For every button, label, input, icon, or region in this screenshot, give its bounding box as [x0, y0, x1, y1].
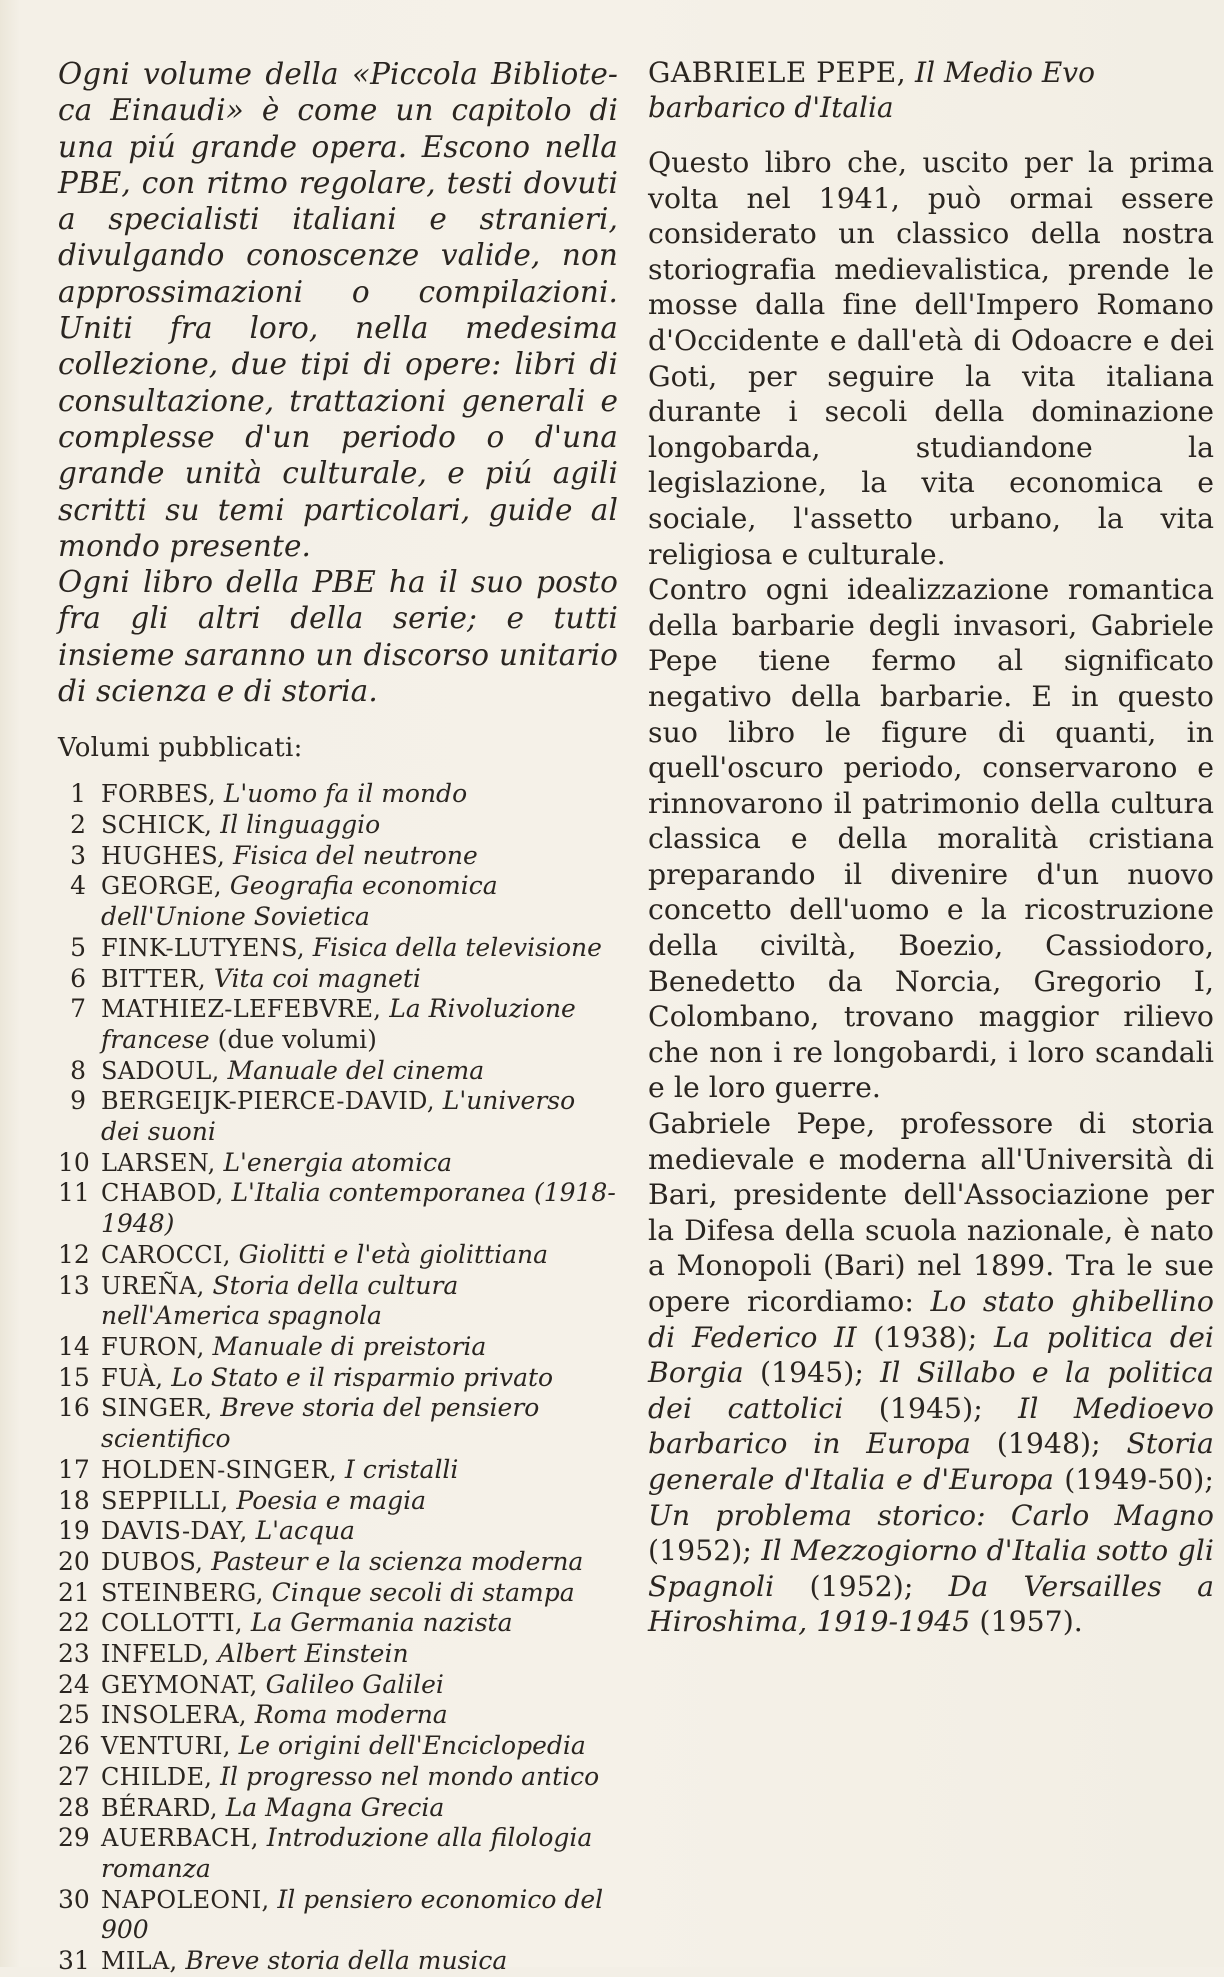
volume-item [58, 1885, 618, 1946]
volume-number: 23 [58, 1639, 90, 1669]
work-title: Un problema storico: Carlo Magno [648, 1498, 1214, 1532]
volume-author: SEPPILLI, [101, 1486, 229, 1515]
volume-number: 18 [58, 1485, 90, 1515]
volume-title: Giolitti e l'età giolittiana [238, 1239, 549, 1269]
left-column [58, 56, 618, 1977]
volume-note: (due volumi) [209, 1024, 377, 1054]
volume-number: 13 [58, 1270, 90, 1300]
work-year: (1952); [774, 1569, 949, 1603]
volume-author: STEINBERG, [101, 1578, 264, 1607]
volume-author: FUÀ, [101, 1363, 164, 1392]
volume-number: 26 [58, 1731, 90, 1761]
volume-author: UREÑA, [101, 1271, 205, 1300]
right-column [648, 56, 1224, 1640]
book-heading [648, 56, 1214, 125]
works-list [648, 1285, 1223, 1638]
book-description [648, 145, 1224, 1640]
volume-author: MATHIEZ-LEFEBVRE, [101, 995, 382, 1024]
volume-number: 25 [58, 1700, 90, 1730]
volume-item [58, 1148, 618, 1179]
volume-title: L'Italia contemporanea (1918-1948) [101, 1178, 616, 1239]
volume-number: 28 [58, 1792, 90, 1822]
volume-number: 21 [58, 1577, 90, 1607]
volume-number: 6 [70, 963, 86, 993]
volume-item [58, 1793, 618, 1824]
volume-number: 14 [58, 1332, 90, 1361]
volume-number: 3 [70, 840, 86, 870]
volume-item [58, 1178, 618, 1239]
work-title: Il Sillabo e la politica dei cattolici [648, 1356, 1214, 1425]
volume-author: DUBOS, [101, 1547, 204, 1576]
volume-item [58, 1547, 618, 1578]
volume-author: DAVIS-DAY, [101, 1517, 248, 1546]
work-year: (1945); [743, 1356, 881, 1390]
volume-title: Lo Stato e il risparmio privato [171, 1362, 554, 1392]
volume-author: CHABOD, [101, 1179, 224, 1208]
volume-title: Geografia economica dell'Unione Sovietica [101, 871, 498, 932]
volume-number: 31 [58, 1946, 90, 1976]
volume-author: LARSEN, [101, 1148, 216, 1177]
volume-number: 7 [70, 994, 86, 1024]
volume-title: Breve storia della musica [185, 1946, 508, 1976]
volume-item [58, 1823, 618, 1884]
volume-author: INSOLERA, [101, 1701, 247, 1730]
volume-item [58, 1516, 618, 1547]
volume-title: Fisica del neutrone [233, 840, 478, 870]
volume-title: Introduzione alla filologia romanza [101, 1823, 593, 1883]
volume-item [58, 1700, 618, 1731]
volume-author: BITTER, [101, 964, 206, 993]
volume-number: 17 [58, 1454, 90, 1484]
volume-title: Albert Einstein [217, 1639, 409, 1669]
volume-author: GEORGE, [101, 872, 222, 901]
volume-author: GEYMONAT, [101, 1670, 258, 1699]
intro-paragraph-2: Ogni libro della PBE ha il suo posto fra gli altri della serie; e tutti insieme saranno un discorso unitario di scienza e di storia. [58, 565, 618, 709]
volume-author: SADOUL, [101, 1056, 220, 1085]
volume-number: 8 [70, 1055, 86, 1085]
volume-item [58, 1271, 618, 1332]
volume-title: Cinque secoli di stampa [271, 1577, 575, 1607]
volume-title: L'uomo fa il mondo [223, 779, 468, 809]
volume-title: Manuale del cinema [227, 1055, 485, 1085]
author-bio-text: Gabriele Pepe, professore di storia medievale e moderna all'Università di Bari, presidente dell'Associazione per la Difesa della scuola nazionale, è nato a Monopoli (Bari) nel 1899. Tra le sue opere ricordiamo: [648, 1107, 1214, 1318]
volume-number: 10 [58, 1147, 90, 1177]
volume-title: L'energia atomica [223, 1147, 453, 1177]
volume-number: 22 [58, 1608, 90, 1638]
volume-title: Fisica della televisione [312, 932, 602, 962]
volume-title: Il pensiero economico del 900 [101, 1884, 604, 1945]
volume-item [58, 994, 618, 1055]
volumes-label: Volumi pubblicati: [58, 733, 303, 764]
volume-title: Galileo Galilei [265, 1669, 444, 1699]
volume-author: FORBES, [101, 780, 216, 809]
work-title: Il Medioevo barbarico in Europa [648, 1391, 1214, 1461]
volume-number: 29 [58, 1823, 90, 1853]
volume-number: 5 [70, 932, 86, 962]
book-author: GABRIELE PEPE, [648, 56, 907, 89]
work-year: (1948); [970, 1427, 1127, 1461]
volume-item [58, 1332, 618, 1363]
volume-author: CAROCCI, [101, 1240, 231, 1269]
volume-title: La Germania nazista [250, 1608, 513, 1638]
volume-number: 15 [58, 1362, 90, 1392]
volume-title: Roma moderna [254, 1700, 448, 1730]
volume-title: Poesia e magia [236, 1485, 426, 1515]
volume-title: L'acqua [255, 1516, 355, 1546]
volume-number: 30 [58, 1884, 90, 1914]
volume-author: SCHICK, [101, 811, 213, 840]
work-year: (1957). [970, 1605, 1083, 1639]
volume-title: Vita coi magneti [213, 963, 421, 993]
volume-item [58, 1762, 618, 1793]
volume-number: 20 [58, 1546, 90, 1576]
volume-item [58, 1086, 618, 1147]
volume-author: COLLOTTI, [101, 1609, 243, 1638]
volume-title: Pasteur e la scienza moderna [211, 1546, 584, 1576]
work-title: Il Mezzogiorno d'Italia sotto gli Spagnoli [648, 1534, 1214, 1603]
volume-author: BÉRARD, [101, 1793, 218, 1822]
volume-title: La Magna Grecia [225, 1792, 445, 1822]
volume-title: Il linguaggio [220, 810, 381, 840]
work-title: Lo stato ghibellino di Federico II [648, 1285, 1214, 1354]
volume-item [58, 1240, 618, 1271]
series-description [58, 56, 618, 709]
work-year: (1952); [648, 1498, 1224, 1568]
volume-title: Le origini dell'Enciclopedia [238, 1731, 586, 1761]
work-year: (1949-50); [1053, 1462, 1224, 1496]
volume-title: Storia della cultura nell'America spagnola [101, 1270, 459, 1331]
author-bio-paragraph [648, 1106, 1224, 1640]
volume-item [58, 841, 618, 872]
volume-item [58, 1578, 618, 1609]
volume-number: 11 [58, 1178, 90, 1208]
intro-paragraph-1: Ogni volume della «Piccola Bibliote-ca Einaudi» è come un capitolo di una piú grande opera. Escono nella PBE, con ritmo regolare, testi dovuti a specialisti italiani e stranieri, divulgando conoscenze valide, non approssimazioni o compilazioni. Uniti fra loro, nella medesima collezione, due tipi di opere: libri di consultazione, trattazioni generali e complesse d'un periodo o d'una grande unità culturale, e piú agili scritti su temi particolari, guide al mondo presente. [58, 57, 618, 563]
volume-number: 24 [58, 1669, 90, 1699]
volume-item [58, 1455, 618, 1486]
volume-item [58, 1363, 618, 1394]
volume-item [58, 1486, 618, 1517]
volume-item [58, 810, 618, 841]
volume-item [58, 1393, 618, 1454]
volume-title: I cristalli [344, 1454, 459, 1484]
volume-title: Manuale di preistoria [212, 1332, 487, 1361]
description-paragraph-1: Questo libro che, uscito per la prima volta nel 1941, può ormai essere considerato un classico della nostra storiografia medievalistica, prende le mosse dalla fine dell'Impero Romano d'Occidente e dall'età di Odoacre e dei Goti, per seguire la vita italiana durante i secoli della dominazione longobarda, studiandone la legislazione, la vita economica e sociale, l'assetto urbano, la vita religiosa e culturale. [648, 146, 1214, 571]
volume-item [58, 964, 618, 995]
volume-author: FURON, [101, 1333, 205, 1361]
volume-author: BERGEIJK-PIERCE-DAVID, [101, 1087, 435, 1116]
work-title: Storia generale d'Italia e d'Europa [648, 1427, 1214, 1496]
volume-title: La Rivoluzione francese [101, 994, 576, 1054]
work-title: Da Versailles a Hiroshima, 1919-1945 [648, 1569, 1214, 1639]
volume-number: 9 [70, 1086, 86, 1116]
work-year: (1945); [843, 1391, 1019, 1425]
volume-number: 16 [58, 1393, 90, 1423]
volume-number: 19 [58, 1516, 90, 1546]
volume-number: 4 [70, 871, 86, 901]
volume-number: 27 [58, 1761, 90, 1791]
volume-author: HUGHES, [101, 841, 226, 870]
volume-number: 2 [70, 810, 86, 840]
volume-title: Il progresso nel mondo antico [220, 1761, 600, 1791]
description-paragraph-2: Contro ogni idealizzazione romantica della barbarie degli invasori, Gabriele Pepe tiene fermo al significato negativo della barbarie. E in questo suo libro le figure di quanti, in quell'oscuro periodo, conservarono e rinnovarono il patrimonio della cultura classica e della moralità cristiana preparando il divenire d'un nuovo concetto dell'uomo e la ricostruzione della civiltà, Boezio, Cassiodoro, Benedetto da Norcia, Gregorio I, Colombano, trovano maggior rilievo che non i re longobardi, i loro scandali e le loro guerre. [648, 573, 1214, 1105]
volume-item [58, 1608, 618, 1639]
volume-item [58, 1731, 618, 1762]
volume-author: AUERBACH, [101, 1824, 259, 1853]
volume-author: FINK-LUTYENS, [101, 933, 305, 962]
volume-item [58, 871, 618, 932]
volume-author: SINGER, [101, 1394, 213, 1423]
volume-title: L'universo dei suoni [101, 1086, 576, 1147]
volume-author: NAPOLEONI, [101, 1885, 270, 1914]
volume-item [58, 1946, 618, 1977]
work-year: (1938); [856, 1320, 995, 1354]
volume-author: MILA, [101, 1947, 178, 1976]
volume-author: HOLDEN-SINGER, [101, 1455, 337, 1484]
work-title: La politica dei Borgia [648, 1320, 1214, 1390]
volume-number: 12 [58, 1239, 90, 1269]
volume-title: Breve storia del pensiero scientifico [101, 1393, 540, 1454]
volume-item [58, 1056, 618, 1087]
volumes-list [58, 779, 618, 1976]
book-title: Il Medio Evo barbarico d'Italia [648, 56, 1095, 124]
volume-number: 1 [70, 779, 86, 809]
volume-item [58, 1670, 618, 1701]
volume-item [58, 779, 618, 810]
volume-author: VENTURI, [101, 1732, 231, 1761]
volume-item [58, 933, 618, 964]
volume-author: INFELD, [101, 1640, 210, 1669]
volume-item [58, 1639, 618, 1670]
volume-author: CHILDE, [101, 1762, 213, 1791]
